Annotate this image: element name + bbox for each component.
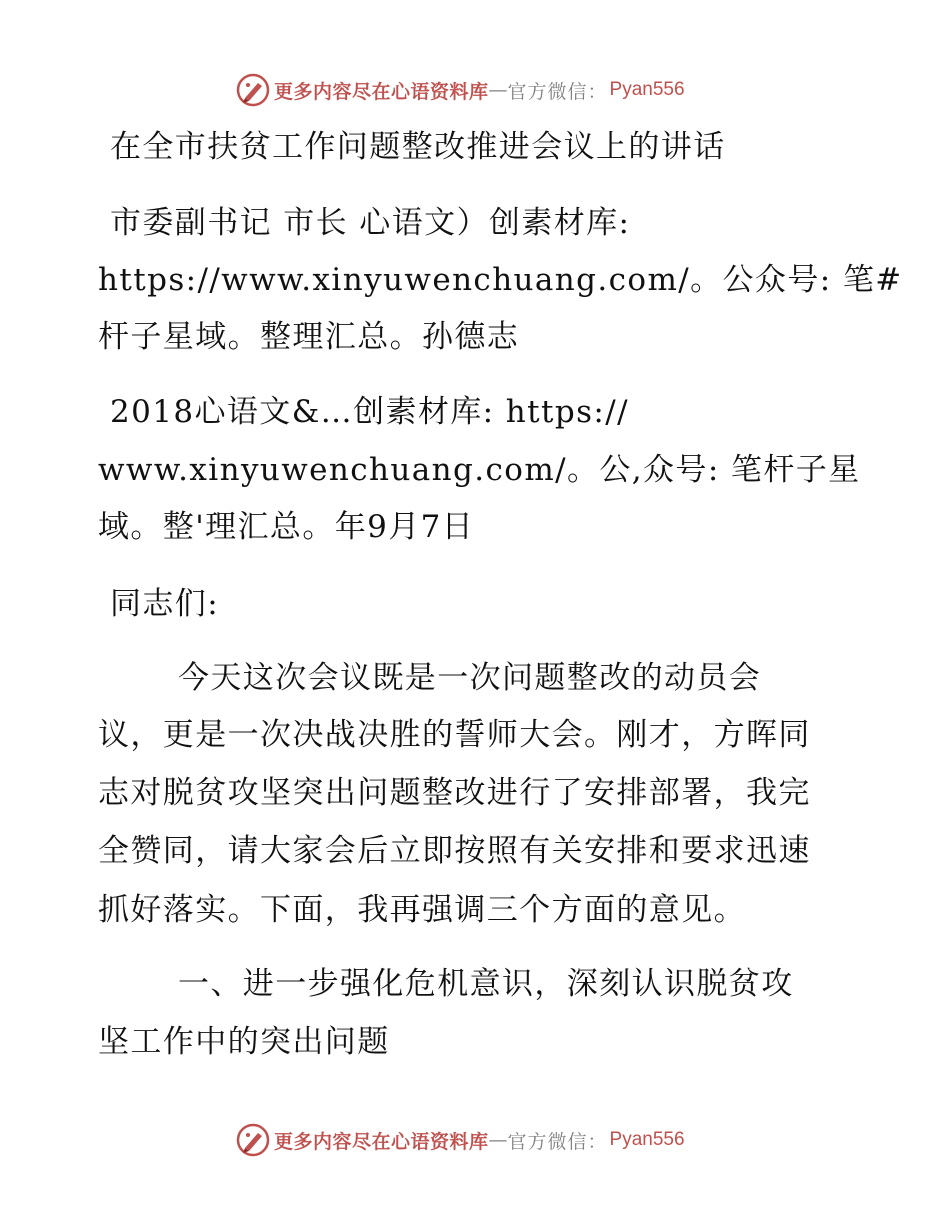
- section-heading-line: 一、进一步强化危机意识，深刻认识脱贫攻: [178, 966, 794, 1002]
- document-title: 在全市扶贫工作问题整改推进会议上的讲话: [110, 129, 726, 165]
- footer-banner: [236, 1122, 685, 1158]
- paragraph-line: 今天这次会议既是一次问题整改的动员会: [178, 660, 762, 696]
- banner-brand: 更多内容尽在心语资料库: [274, 1130, 489, 1153]
- paragraph-line: 抓好落实。下面，我再强调三个方面的意见。: [98, 892, 746, 928]
- date-line: www.xinyuwenchuang.com/。公,众号: 笔杆子星: [98, 452, 861, 488]
- byline-line: https://www.xinyuwenchuang.com/。公众号: 笔#: [98, 262, 903, 298]
- date-line: 2018心语文&…创素材库: https://: [110, 394, 629, 430]
- pen-logo-icon: [236, 1123, 270, 1157]
- banner-wechat-id: Pyan556: [609, 79, 685, 100]
- salutation: 同志们:: [110, 586, 220, 622]
- byline-line: 市委副书记 市长 心语文）创素材库:: [110, 205, 631, 241]
- banner-official-label: 官方微信：: [507, 80, 608, 103]
- paragraph-line: 全赞同，请大家会后立即按照有关安排和要求迅速: [98, 833, 811, 869]
- byline-line: 杆子星域。整理汇总。孙德志: [98, 319, 520, 355]
- pen-logo-icon: [236, 73, 270, 107]
- banner-official-label: 官方微信：: [507, 1130, 608, 1153]
- date-line: 域。整'理汇总。年9月7日: [98, 509, 475, 545]
- paragraph-line: 志对脱贫攻坚突出问题整改进行了安排部署，我完: [98, 775, 811, 811]
- banner-separator: —: [488, 1129, 508, 1151]
- section-heading-line: 坚工作中的突出问题: [98, 1024, 390, 1060]
- banner-wechat-id: Pyan556: [609, 1129, 685, 1150]
- paragraph-line: 议，更是一次决战决胜的誓师大会。刚才，方晖同: [98, 717, 811, 753]
- header-banner: [236, 72, 685, 108]
- banner-brand: 更多内容尽在心语资料库: [274, 80, 489, 103]
- banner-separator: —: [488, 79, 508, 101]
